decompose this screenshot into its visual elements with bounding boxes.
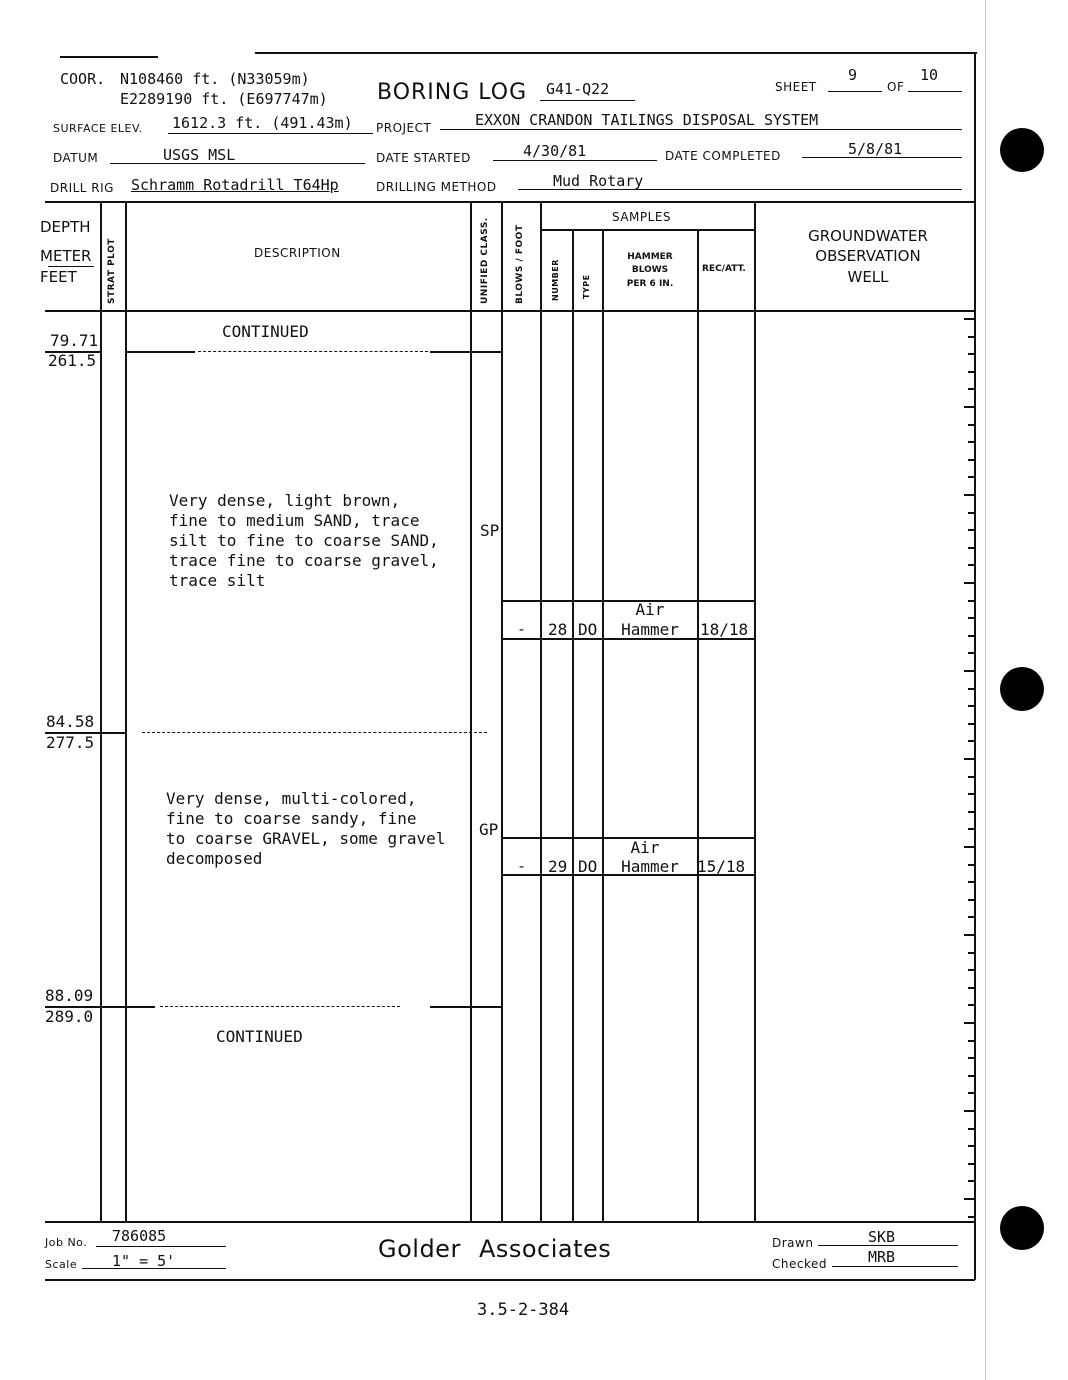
- page-number: 3.5-2-384: [477, 1300, 570, 1320]
- checked-value: MRB: [868, 1248, 896, 1266]
- layer2-class: GP: [479, 820, 499, 839]
- layer2-top-dash: [142, 732, 487, 733]
- col-header-feet: FEET: [40, 268, 77, 286]
- layer3-top-dash: [160, 1006, 400, 1007]
- sample2-rec: 15/18: [697, 857, 746, 876]
- sheet-underline: [828, 91, 882, 92]
- datum-value: USGS MSL: [163, 146, 236, 164]
- punch-hole-top: [1000, 128, 1044, 172]
- date-completed-value: 5/8/81: [848, 140, 903, 158]
- sample1-hammer-2: Hammer: [621, 620, 679, 639]
- drawn-label: Drawn: [772, 1236, 814, 1250]
- scale-tick: [968, 529, 974, 531]
- scale-tick: [964, 406, 974, 408]
- scale-tick: [968, 828, 974, 830]
- scale-tick: [968, 952, 974, 954]
- scale-tick: [968, 600, 974, 602]
- layer1-class: SP: [480, 521, 500, 540]
- sample2-type: DO: [578, 857, 598, 876]
- col-header-description: DESCRIPTION: [254, 246, 341, 260]
- scale-tick: [968, 388, 974, 390]
- scale-label: Scale: [45, 1258, 78, 1271]
- drilling-method-label: DRILLING METHOD: [376, 180, 497, 194]
- drill-rig-value: Schramm Rotadrill T64Hp: [131, 176, 339, 194]
- col-line-strat: [125, 201, 127, 1222]
- sample1-blows: -: [517, 620, 527, 638]
- scale-tick: [968, 811, 974, 813]
- sheet-total: 10: [920, 66, 939, 84]
- col-header-unified-class: UNIFIED CLASS.: [480, 217, 490, 304]
- depth3-meter: 88.09: [45, 986, 94, 1005]
- coor-line2: E2289190 ft. (E697747m): [120, 90, 328, 108]
- table-header-bottom: [45, 310, 975, 312]
- depth1-feet: 261.5: [48, 351, 97, 370]
- scale-tick: [968, 476, 974, 478]
- surface-elev-underline: [168, 133, 373, 134]
- scale-value: 1" = 5': [112, 1252, 176, 1270]
- boring-log-title: BORING LOG: [377, 80, 528, 105]
- date-completed-underline: [802, 157, 962, 158]
- scale-tick: [968, 1004, 974, 1006]
- punch-hole-middle: [1000, 667, 1044, 711]
- date-started-label: DATE STARTED: [376, 151, 471, 165]
- project-label: PROJECT: [376, 121, 432, 135]
- company-name: Golder Associates: [378, 1235, 612, 1263]
- scale-tick: [968, 564, 974, 566]
- scale-tick: [968, 776, 974, 778]
- layer3-top-solid-right: [430, 1006, 502, 1008]
- page-edge-line: [985, 0, 986, 1380]
- scale-tick: [968, 1180, 974, 1182]
- scale-tick: [968, 617, 974, 619]
- drawn-value: SKB: [868, 1228, 896, 1246]
- scale-tick: [968, 547, 974, 549]
- scale-tick: [968, 1092, 974, 1094]
- bottom-continued-label: CONTINUED: [216, 1027, 303, 1046]
- job-no-underline: [96, 1246, 226, 1247]
- scale-tick: [968, 1040, 974, 1042]
- scale-tick: [964, 934, 974, 936]
- scale-tick: [964, 1110, 974, 1112]
- top-border-right: [255, 52, 977, 54]
- col-header-samples: SAMPLES: [612, 210, 672, 224]
- col-line-type: [602, 230, 604, 1222]
- scale-tick: [968, 864, 974, 866]
- scale-tick: [968, 793, 974, 795]
- top-continued-label: CONTINUED: [222, 322, 309, 341]
- col-header-hammer-2: BLOWS: [631, 265, 669, 275]
- project-underline: [440, 129, 962, 130]
- col-line-class: [501, 201, 503, 1222]
- sheet-total-underline: [908, 91, 962, 92]
- scale-tick: [968, 705, 974, 707]
- scale-tick: [968, 1216, 974, 1218]
- scale-tick: [968, 512, 974, 514]
- scale-tick: [968, 688, 974, 690]
- scale-tick: [968, 987, 974, 989]
- datum-underline: [110, 163, 365, 164]
- depth2-meter: 84.58: [46, 712, 95, 731]
- scale-tick: [964, 582, 974, 584]
- sample1-number: 28: [548, 620, 568, 639]
- col-line-depth: [100, 201, 102, 1222]
- layer1-description: Very dense, light brown, fine to medium SAND, trace silt to fine to coarse SAND, trace fine to coarse gravel, trace silt: [169, 491, 439, 590]
- scale-tick: [968, 336, 974, 338]
- sample2-hammer-1: Air: [630, 838, 660, 857]
- scale-tick: [968, 723, 974, 725]
- coor-line1: N108460 ft. (N33059m): [120, 70, 310, 88]
- drilling-method-underline: [518, 189, 962, 190]
- scale-tick: [968, 371, 974, 373]
- scale-tick: [968, 652, 974, 654]
- scale-tick: [968, 441, 974, 443]
- table-top-line: [45, 201, 975, 203]
- col-header-rec-att: REC/ATT.: [702, 264, 746, 274]
- scale-underline: [82, 1268, 226, 1269]
- sheet-label: SHEET: [775, 80, 817, 94]
- scale-tick: [968, 1145, 974, 1147]
- col-header-number: NUMBER: [551, 259, 560, 301]
- scale-tick: [968, 1075, 974, 1077]
- col-header-hammer-3: PER 6 IN.: [626, 279, 674, 289]
- scale-tick: [968, 353, 974, 355]
- scale-tick: [964, 846, 974, 848]
- col-header-type: TYPE: [582, 274, 591, 299]
- col-header-depth: DEPTH: [40, 218, 91, 236]
- sheet-number: 9: [848, 66, 858, 84]
- sample2-hammer-2: Hammer: [621, 857, 679, 876]
- sample1-type: DO: [578, 620, 598, 639]
- project-value: EXXON CRANDON TAILINGS DISPOSAL SYSTEM: [475, 111, 819, 129]
- drilling-method-value: Mud Rotary: [553, 172, 644, 190]
- sample2-number: 29: [548, 857, 568, 876]
- scale-tick: [968, 916, 974, 918]
- drill-rig-label: DRILL RIG: [50, 181, 114, 195]
- scale-tick: [964, 670, 974, 672]
- scale-tick: [968, 635, 974, 637]
- col-line-blows: [540, 201, 542, 1222]
- layer1-top-solid: [127, 351, 195, 353]
- date-completed-label: DATE COMPLETED: [665, 149, 781, 163]
- scale-tick: [964, 494, 974, 496]
- datum-label: DATUM: [53, 151, 99, 165]
- coor-label: COOR.: [60, 70, 106, 88]
- scale-tick: [968, 899, 974, 901]
- depth1-meter: 79.71: [50, 331, 99, 350]
- samples-sub-line: [540, 229, 755, 231]
- col-header-meter: METER: [40, 247, 92, 265]
- col-line-hammer: [697, 230, 699, 1222]
- col-line-rec: [754, 201, 756, 1222]
- top-border-left: [60, 56, 158, 58]
- layer1-top-dash: [198, 351, 428, 352]
- scale-tick: [968, 459, 974, 461]
- job-no-label: Job No.: [45, 1236, 88, 1249]
- col-header-strat-plot: STRAT PLOT: [107, 238, 117, 304]
- boring-id: G41-Q22: [546, 80, 610, 98]
- scale-tick: [968, 881, 974, 883]
- of-label: OF: [887, 80, 905, 94]
- table-bottom-line: [45, 1221, 975, 1223]
- col-header-gw-1: GROUNDWATER: [808, 227, 928, 245]
- layer2-description: Very dense, multi-colored, fine to coarse sandy, fine to coarse GRAVEL, some gravel decomposed: [166, 789, 446, 868]
- col-header-gw-3: WELL: [847, 268, 889, 286]
- depth3-feet: 289.0: [45, 1007, 94, 1026]
- scale-tick: [964, 1198, 974, 1200]
- date-started-underline: [493, 160, 657, 161]
- boring-id-underline: [540, 100, 635, 101]
- scale-tick: [964, 318, 974, 320]
- footer-bottom-line: [45, 1279, 975, 1281]
- scale-tick: [964, 1022, 974, 1024]
- sample1-rec: 18/18: [700, 620, 749, 639]
- scale-tick: [968, 424, 974, 426]
- scale-tick: [968, 1057, 974, 1059]
- col-header-gw-2: OBSERVATION: [815, 247, 921, 265]
- col-header-blows-foot: BLOWS / FOOT: [515, 224, 525, 304]
- date-started-value: 4/30/81: [523, 142, 587, 160]
- scale-tick: [964, 758, 974, 760]
- checked-underline: [832, 1266, 958, 1267]
- job-no-value: 786085: [112, 1227, 167, 1245]
- col-line-desc: [470, 201, 472, 1222]
- scale-tick: [968, 740, 974, 742]
- drawn-underline: [818, 1245, 958, 1246]
- depth2-feet: 277.5: [46, 733, 95, 752]
- sample1-hammer-1: Air: [635, 600, 665, 619]
- layer1-top-solid-right: [430, 351, 502, 353]
- surface-elev-label: SURFACE ELEV.: [53, 122, 143, 135]
- sample2-blows: -: [517, 857, 527, 875]
- col-line-number: [572, 230, 574, 1222]
- scale-tick: [968, 1163, 974, 1165]
- checked-label: Checked: [772, 1257, 827, 1271]
- scale-tick: [968, 1128, 974, 1130]
- scale-tick: [968, 969, 974, 971]
- col-header-hammer-1: HAMMER: [627, 252, 673, 262]
- surface-elev-value: 1612.3 ft. (491.43m): [172, 114, 353, 132]
- punch-hole-bottom: [1000, 1206, 1044, 1250]
